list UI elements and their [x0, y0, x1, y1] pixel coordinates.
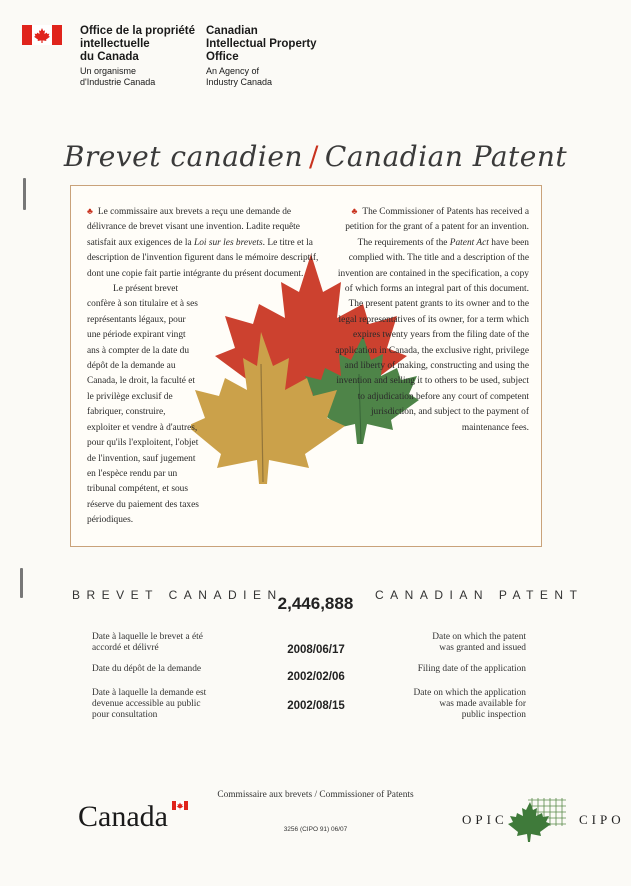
- body-text-fr: [87, 204, 323, 529]
- canadian-patent-label: CANADIAN PATENT: [375, 588, 584, 602]
- form-code: 3256 (CIPO 91) 06/07: [283, 826, 348, 833]
- public-inspection-date: 2002/08/15: [287, 700, 345, 712]
- canada-flag-icon: [22, 25, 62, 45]
- granted-label-en: Date on which the patent was granted and issued: [432, 632, 526, 653]
- wordmark-flag-icon: [172, 801, 188, 810]
- opic-label: OPIC: [462, 812, 508, 827]
- granted-label-fr: Date à laquelle le brevet a été accordé et délivré: [92, 632, 203, 653]
- title-fr: Brevet canadien: [63, 140, 303, 173]
- patent-number: 2,446,888: [277, 594, 354, 613]
- title-slash: /: [308, 140, 319, 173]
- title-en: Canadian Patent: [324, 140, 568, 173]
- brevet-canadien-label: BREVET CANADIEN: [72, 588, 283, 602]
- cipo-label: CIPO: [579, 812, 625, 827]
- canada-wordmark: Canada: [78, 800, 168, 834]
- agency-en: An Agency of Industry Canada: [206, 66, 273, 87]
- opic-cipo-logo-icon: [508, 794, 570, 844]
- office-name-fr: Office de la propriété intellectuelle du Canada: [80, 25, 196, 63]
- office-name-en: Canadian Intellectual Property Office: [206, 25, 317, 63]
- certificate-panel: [70, 185, 542, 547]
- commissioner-caption: Commissaire aux brevets / Commissioner of Patents: [217, 790, 414, 800]
- filing-label-fr: Date du dépôt de la demande: [92, 664, 202, 674]
- maple-leaf-bullet-icon: ♣: [351, 206, 358, 216]
- public-inspection-label-en: Date on which the application was made available for public inspection: [413, 688, 526, 720]
- paragraph-fr-2: Le présent brevet confère à son titulaire et à ses représentants légaux, pour une période expirant vingt ans à compter de la date du dépôt de la demande au Canada, le droit, la faculté et le privilège exclusif de fabriquer, construire, exploiter et vendre à d'autres, pour qu'ils l'exploitent, l'objet de l'invention, sauf jugement en l'espèce rendu par un tribunal compétent, et sous réserve du paiement des taxes périodiques.: [87, 284, 199, 526]
- paragraph-en-1: ♣ The Commissioner of Patents has received a petition for the grant of a patent for an invention. The requirements of the Patent Act have been complied with. The title and a description of the invention are contained in the specification, a copy of which forms an integral part of this document.: [337, 206, 529, 295]
- document-title: [0, 140, 631, 173]
- paragraph-fr-1: ♣ Le commissaire aux brevets a reçu une demande de délivrance de brevet visant une invention. Ladite requête satisfait aux exigences de la Loi sur les brevets. Le titre et la description de l'invention figurent dans le mémoire descriptif, dont une copie fait partie intégrante du présent document.: [87, 206, 319, 279]
- filing-label-en: Filing date of the application: [417, 664, 526, 674]
- paragraph-en-2: The present patent grants to its owner and to the legal representatives of its owner, for a term which expires twenty years from the filing date of the application in Canada, the exclusive right, privilege and liberty of making, constructing and using the invention and selling it to others to be used, subject to adjudication before any court of competent jurisdiction, and subject to the payment of maintenance fees.: [335, 299, 529, 433]
- body-text-en: [333, 204, 529, 436]
- agency-fr: Un organisme d'Industrie Canada: [80, 66, 156, 87]
- staple-mark: [23, 178, 26, 210]
- public-inspection-label-fr: Date à laquelle la demande est devenue accessible au public pour consultation: [92, 688, 207, 720]
- filing-date: 2002/02/06: [287, 671, 345, 683]
- granted-date: 2008/06/17: [287, 644, 345, 656]
- maple-leaf-bullet-icon: ♣: [87, 206, 93, 216]
